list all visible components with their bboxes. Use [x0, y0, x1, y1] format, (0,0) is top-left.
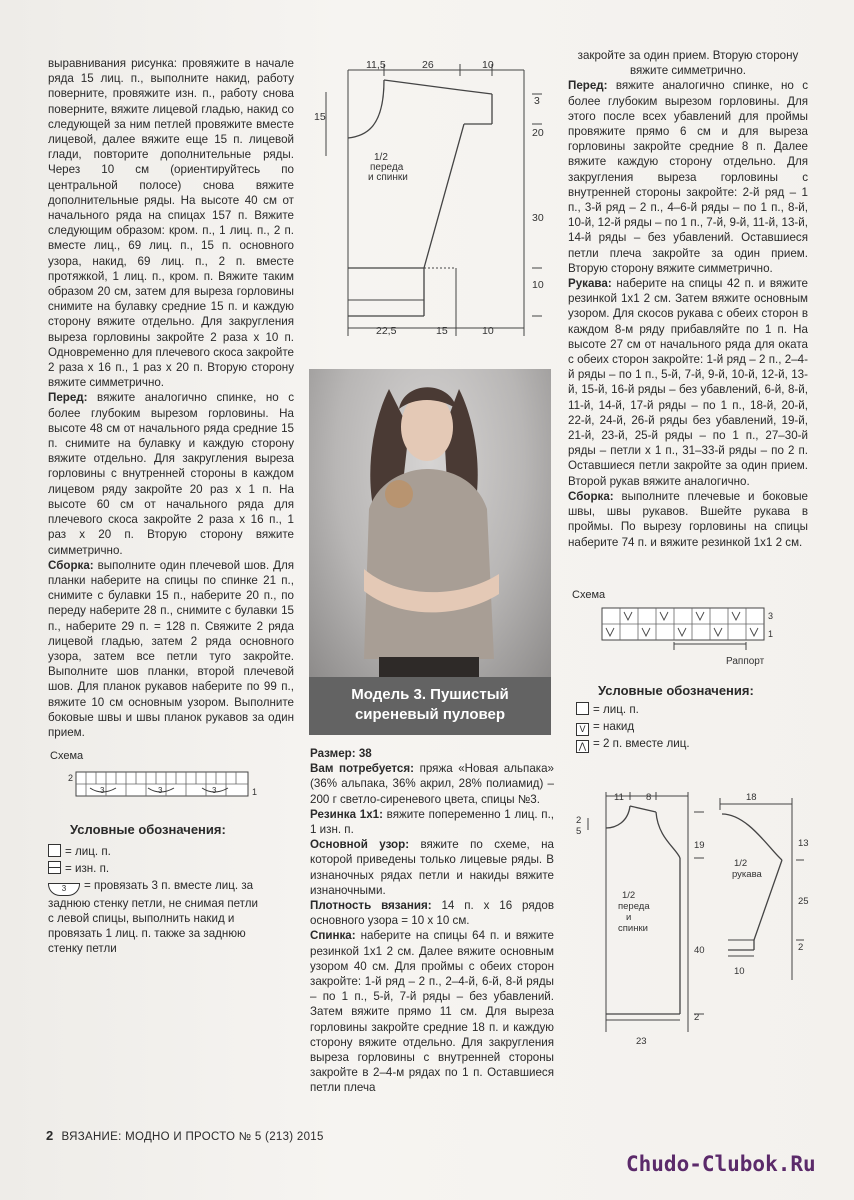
dim-label: 15 [314, 111, 326, 123]
legend-text: = 2 п. вместе лиц. [593, 737, 690, 750]
stitch-chart-right [598, 604, 788, 670]
piece-label: и спинки [368, 172, 408, 183]
text-column-middle [310, 746, 554, 1096]
paragraph [568, 276, 808, 489]
stitch-chart-left [62, 766, 262, 802]
yarn-over-symbol-icon: V [576, 723, 589, 736]
dim-label: 10 [482, 325, 494, 337]
row-number: 3 [768, 611, 774, 621]
section-text: вяжите аналогично спинке, но с более глубоким вырезом горловины. На высоте 48 см от начального ряда средние 15 п. снимите на булавку и каждую сторону вяжите отдельно. Для закругления выреза горловины с внутренней стороны в каждом лицевом ряду закройте 20 раз х 1 п. На высоте 60 см от начального ряда для плечевого скоса закройте 2 раза х 16 п., 1 раз х 20 п. Вторую сторону вяжите симметрично. [48, 391, 294, 557]
piece-label: переда [370, 162, 404, 173]
paragraph: закройте за один прием. Вторую сторону вяжите симметрично. [577, 49, 799, 78]
three-together-symbol-icon: 3 [48, 883, 80, 896]
dim-label: 22,5 [376, 325, 397, 337]
piece-label: рукава [732, 869, 762, 880]
pattern-diagram-front-back [568, 788, 708, 1048]
dim-label: 25 [798, 896, 809, 907]
dim-label: 18 [746, 792, 757, 803]
knit-symbol-icon [576, 702, 589, 715]
section-text: вяжите аналогично спинке, но с более глубоким вырезом горловины. Для этого после всех убавлений для проймы провяжите прямо 6 см и для выреза горловины закройте средние 8 п. Далее вяжите каждую сторону отдельно. Для закругления выреза горловины с внутренней стороны закройте: 2-й ряд – 1 п., 3-й ряд – 2 п., 4–6-й ряды – по 1 п., 8-й, 10-й, 12-й ряды – по 1 п., 7-й, 9-й, 11-й, 13-й, 14-й ряды – без убавлений. Оставшиеся петли плеча закройте за один прием. Вторую сторону вяжите симметрично. [568, 79, 808, 275]
section-head: Сборка: [48, 558, 94, 572]
section-text: вяжите по схеме, на которой приведены только лицевые ряды. В изнаночных рядах петли и накиды вяжите изнаночными. [310, 838, 554, 897]
pattern-diagram-sleeve [708, 790, 820, 990]
section-text: 14 п. х 16 рядов основного узора = 10 х 10 см. [310, 899, 554, 928]
k2tog-symbol-icon: ⋀ [576, 740, 589, 753]
text-column-left [48, 56, 294, 740]
section-text: наберите на спицы 42 п. и вяжите резинкой 1х1 2 см. Затем вяжите основным узором. Для скосов рукава с обеих сторон в каждом 8-м ряду прибавляйте по 1 п. На высоте 27 см от начального ряда для оката с обеих сторон закройте: 1-й ряд – 2 п., 2–4-й ряды – по 1 п., 5-й, 7-й, 9-й, 10-й, 12-й, 13-й, 15-й, 16-й ряды – без убавлений, 6-й, 8-й, 11-й, 14-й, 17-й ряды – по 1 п., 18-й, 20-й, 22-й, 24-й, 26-й ряды без убавлений, 19-й, 21-й, 23-й, 25-й ряды – по 1 п., 27–30-й ряды – петли х 1 п., 31–33-й ряды – по 2 п. Оставшиеся петли закройте за один прием. Второй рукав вяжите аналогично. [568, 277, 808, 488]
legend-item [576, 702, 639, 717]
legend-text: = лиц. п. [593, 703, 639, 716]
paragraph [48, 558, 294, 740]
piece-label: спинки [618, 923, 648, 934]
chart-mark: 3 [212, 786, 217, 795]
dim-label: 5 [576, 826, 582, 837]
dim-label: 19 [694, 840, 705, 851]
schema-title: Схема [50, 750, 84, 762]
legend-item [48, 844, 111, 859]
photo-caption [309, 677, 551, 735]
schema-title: Схема [572, 589, 606, 601]
piece-label: 1/2 [374, 152, 388, 163]
row-number: 1 [252, 787, 258, 797]
section-text: пряжа «Новая альпака» (36% альпака, 36% акрил, 28% полиамид) – 200 г светло-сиреневого цвета, спицы №3. [310, 762, 555, 806]
legend-text: = провязать 3 п. вместе лиц. за заднюю стенку петли, не снимая петли с левой спицы, выполнить накид и провязать 1 лиц. п. также за заднюю стенку петли [48, 879, 258, 955]
pattern-diagram-body [312, 56, 562, 346]
section-head: Вам потребуется: [310, 762, 415, 776]
paragraph [310, 837, 554, 898]
piece-label: переда [618, 901, 650, 912]
paragraph [568, 78, 808, 276]
dim-label: 10 [734, 966, 745, 977]
section-text: наберите на спицы 64 п. и вяжите резинкой 1х1 2 см. Далее вяжите основным узором 40 см. Для проймы с обеих сторон закройте: 1-й ряд – 2 п., 2–4-й, 6-й, 8-й ряды – по 1 п., 5-й, 7-й ряды – без убавлений. Затем вяжите прямо 11 см. Для выреза горловины закройте средние 18 п. и каждую сторону вяжите отдельно. Для закругления выреза горловины с внутренней стороны закройте в 2–4-м рядах по 1 п. Оставшиеся петли плеча [310, 929, 554, 1095]
dim-label: 26 [422, 59, 434, 71]
section-head: Резинка 1х1: [310, 807, 383, 821]
chart-mark: 3 [158, 786, 163, 795]
section-head: Перед: [48, 391, 88, 405]
dim-label: 2 [694, 1012, 700, 1023]
section-head: Размер: 38 [310, 747, 372, 760]
dim-label: 13 [798, 838, 809, 849]
dim-label: 15 [436, 325, 448, 337]
legend-item [48, 861, 109, 876]
chart-mark: 3 [100, 786, 105, 795]
section-text: вяжите попеременно 1 лиц. п., 1 изн. п. [310, 807, 555, 837]
knit-symbol-icon [48, 844, 61, 857]
purl-symbol-icon [48, 861, 61, 874]
model-illustration [309, 369, 551, 677]
section-head: Перед: [568, 79, 608, 93]
section-head: Плотность вязания: [310, 899, 432, 913]
row-number: 1 [768, 629, 774, 639]
dim-label: 20 [532, 127, 544, 139]
magazine-issue: ВЯЗАНИЕ: МОДНО И ПРОСТО № 5 (213) 2015 [61, 1131, 324, 1143]
legend-item [48, 878, 266, 956]
legend-item [576, 719, 634, 736]
dim-label: 11,5 [366, 59, 386, 71]
dim-label: 30 [532, 212, 544, 224]
paragraph [310, 807, 554, 837]
site-watermark: Chudo-Clubok.Ru [626, 1152, 816, 1176]
section-head: Рукава: [568, 277, 612, 291]
caption-line: Модель 3. Пушистый [351, 686, 509, 703]
section-text: выполните плечевые и боковые швы, швы рукавов. Вшейте рукава в проймы. По вырезу горловины на спицы наберите 74 п. и вяжите резинкой 1х1 2 см. [568, 489, 808, 549]
dim-label: 2 [576, 815, 582, 826]
section-head: Основной узор: [310, 838, 410, 852]
dim-label: 23 [636, 1036, 647, 1047]
page-number: 2 [46, 1128, 54, 1143]
dim-label: 10 [532, 279, 544, 291]
legend-title: Условные обозначения: [70, 822, 226, 837]
text-column-right [568, 48, 808, 550]
caption-line: сиреневый пуловер [354, 706, 506, 723]
legend-text: = изн. п. [65, 862, 110, 875]
dim-label: 8 [646, 792, 652, 803]
dim-label: 3 [534, 95, 540, 107]
section-head: Спинка: [310, 929, 356, 943]
paragraph [310, 761, 554, 807]
paragraph [310, 746, 554, 761]
section-head: Сборка: [568, 489, 614, 503]
model-photo [309, 369, 551, 677]
paragraph [48, 390, 294, 557]
dim-label: 10 [482, 59, 494, 71]
section-text: выполните один плечевой шов. Для планки наберите на спицы по спинке 21 п., снимите с булавки 15 п., наберите 20 п., по переду наберите 28 п., снимите с булавки 15 п., наберите 29 п. = 128 п. Свяжите 2 ряда лицевой гладью, затем 2 ряда основного узора, затем все петли туго закройте. Выполните шов планки, второй плечевой шов. Для планок рукавов наберите по 99 п., вяжите 10 см основным узором. Выполните боковые швы и швы планок рукавов за один прием. [48, 558, 294, 739]
legend-title: Условные обозначения: [598, 683, 754, 698]
paragraph [310, 928, 554, 1095]
paragraph [310, 898, 554, 928]
piece-label: и [626, 912, 632, 923]
rapport-label: Раппорт [726, 656, 765, 667]
legend-text: = накид [593, 720, 635, 733]
piece-label: 1/2 [622, 890, 636, 901]
dim-label: 40 [694, 945, 705, 956]
paragraph [568, 489, 808, 550]
page-footer [46, 1128, 324, 1143]
legend-item [576, 736, 690, 753]
piece-label: 1/2 [734, 858, 748, 869]
row-number: 2 [68, 773, 74, 783]
dim-label: 11 [614, 792, 624, 803]
legend-text: = лиц. п. [65, 845, 111, 858]
dim-label: 2 [798, 942, 804, 953]
paragraph: выравнивания рисунка: провяжите в начале ряда 15 лиц. п., выполните накид, работу поверните, провяжите изн. п., работу снова поверните, вяжите лицевой гладью, накид со следующей за ним петлей провяжите вместе лицевой, далее вяжите еще 15 п. лицевой глади, повторите дополнительные ряды. Через 10 см (ориентируйтесь по центральной полосе) снова вяжите дополнительные ряды. На высоте 40 см от начального ряда на спицах 157 п. Вяжите следующим образом: кром. п., 1 лиц. п., 2 п. вместе лиц., 69 лиц. п., 15 п. основного узора, накид, 69 лиц. п., 2 п. вместе протяжкой, 1 лиц. п., кром. п. Вяжите таким образом 20 см, затем для выреза горловины снимите на булавку средние 15 п. и каждую сторону вяжите отдельно. Для закругления выреза горловины закройте 2 раза х 10 п. Одновременно для плечевого скоса закройте 2 раза х 16 п., 1 раз х 20 п. Вторую сторону вяжите симметрично. [48, 57, 294, 390]
